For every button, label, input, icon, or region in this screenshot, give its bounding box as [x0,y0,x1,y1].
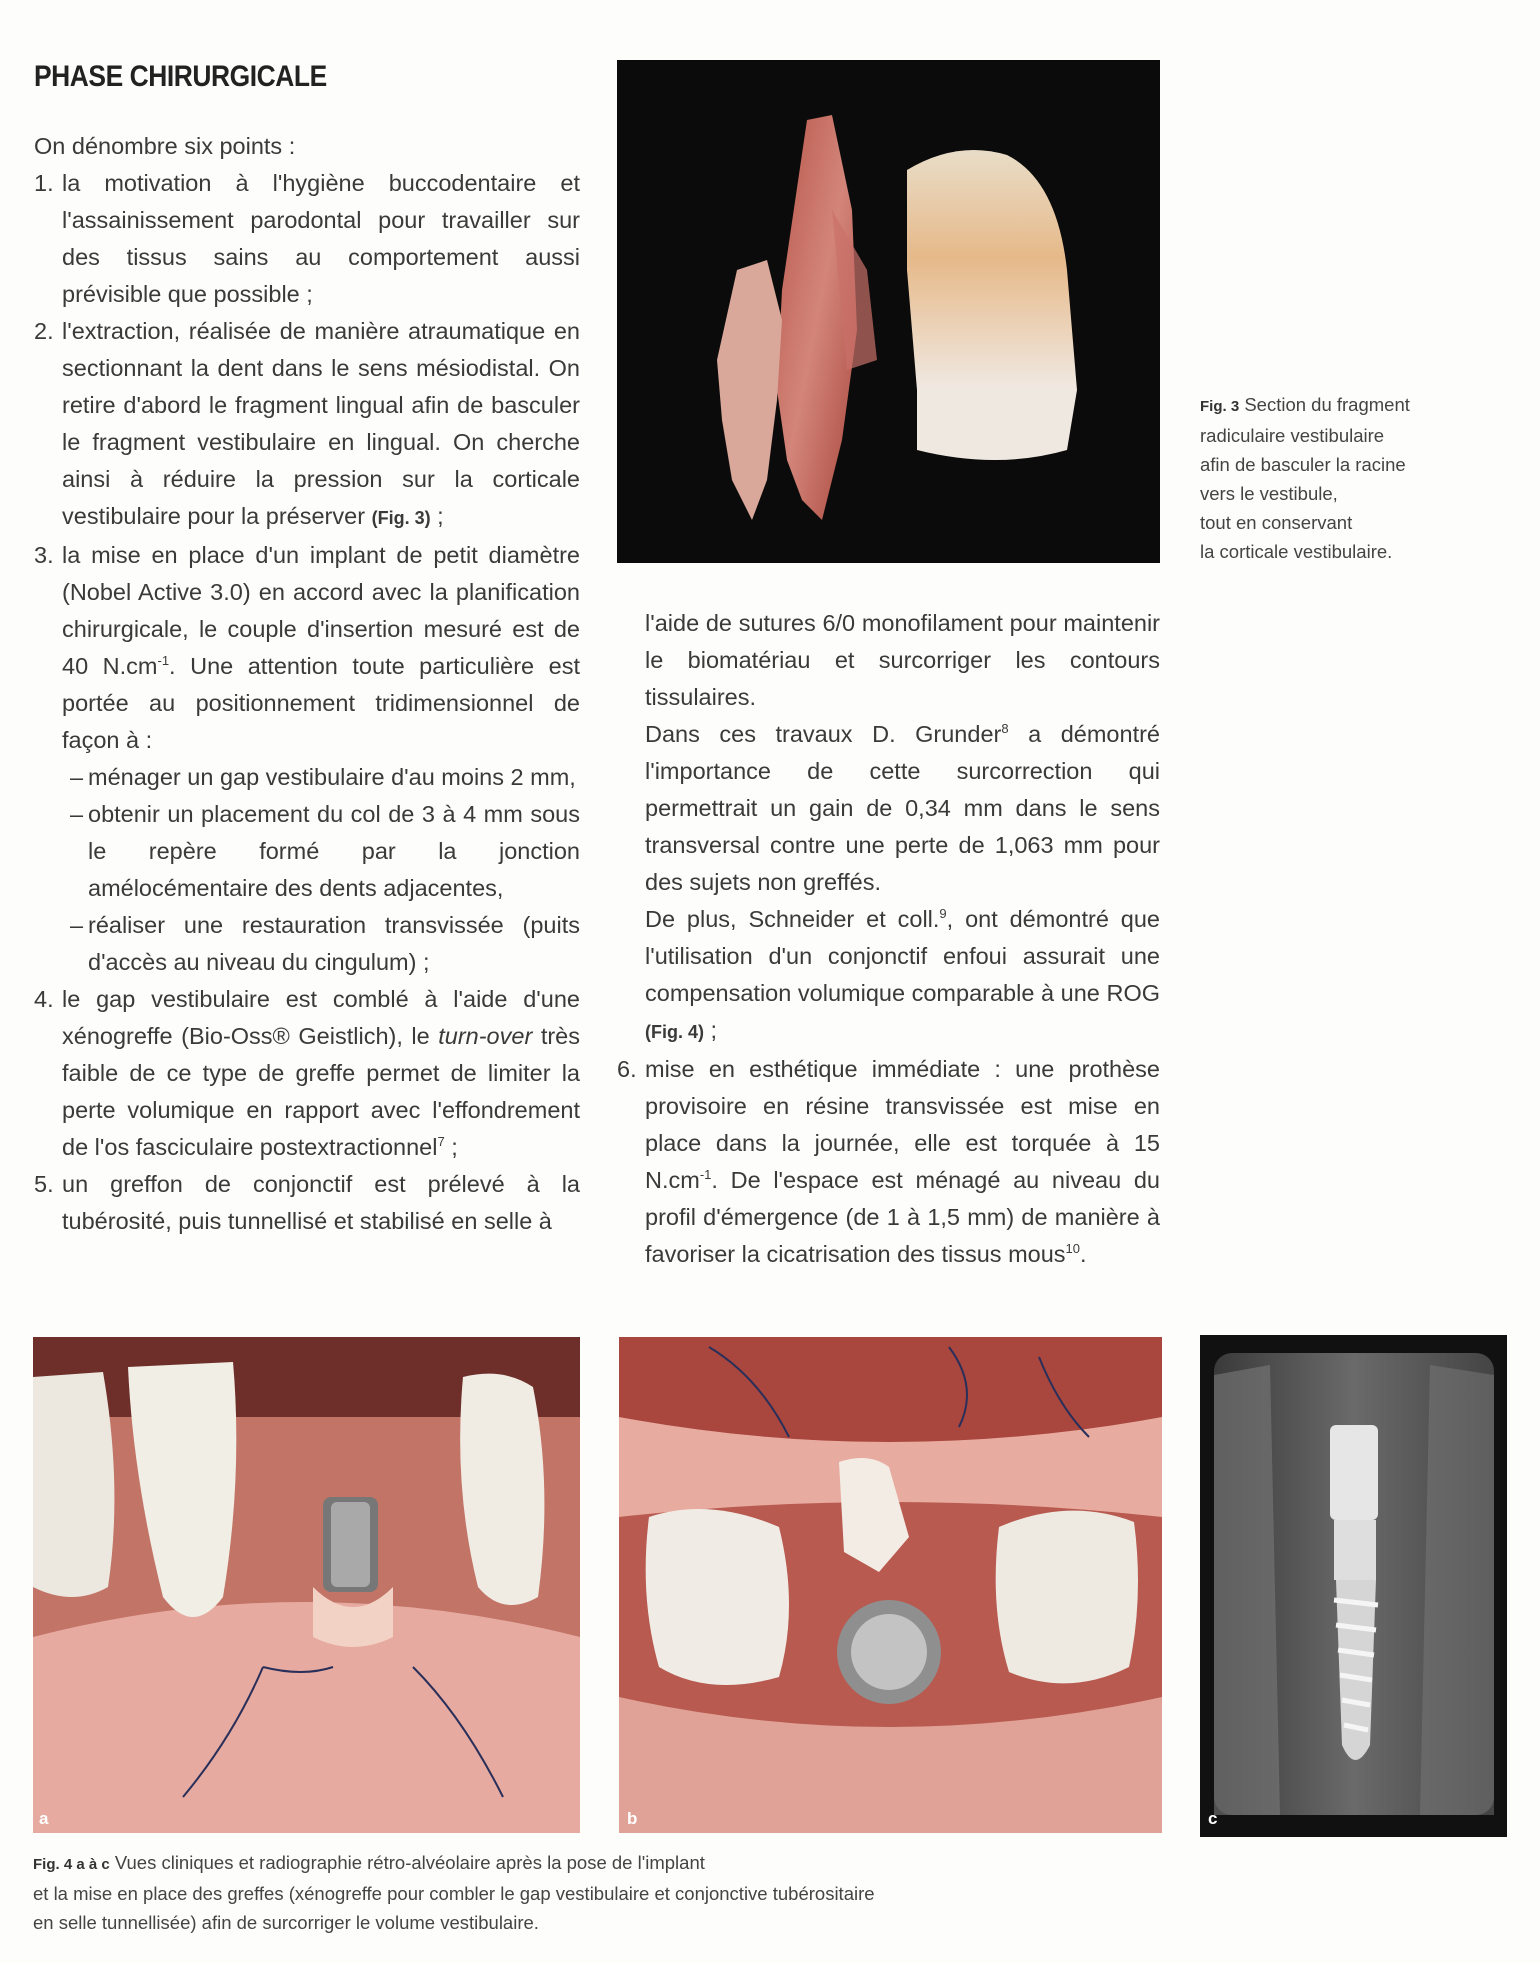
fig4a-photo [33,1337,580,1833]
clinical-implant-view-image [33,1337,580,1833]
steps-list [34,165,580,1240]
sub-item: – obtenir un placement du col de 3 à 4 mm sous le repère formé par la jonction amélocémentaire des dents adjacentes, [70,801,580,901]
sub-list [62,759,580,981]
caption-line: Fig. 4 a à c Vues cliniques et radiographie rétro-alvéolaire après la pose de l'implant [33,1852,705,1873]
steps-list-continued [617,1051,1160,1273]
caption-line: tout en conservant [1200,512,1353,533]
sub-item: – ménager un gap vestibulaire d'au moins 2 mm, [70,764,576,790]
superscript: -1 [157,653,170,669]
step-text: un greffon de conjonctif est prélevé à la tubérosité, puis tunnellisé et stabilisé en selle à [62,1171,580,1234]
fig4b-photo [619,1337,1162,1833]
step-item [34,1166,580,1240]
caption-line: Fig. 3 Section du fragment [1200,394,1410,415]
figure-reference: (Fig. 3) [371,508,431,528]
step-text: l'extraction, réalisée de manière atraumatique en sectionnant la dent dans le sens mésiodistal. On retire d'abord le fragment lingual afin de basculer le fragment vestibulaire en lingual. On cherche ainsi à réduire la pression sur la corticale vestibulaire pour la préserver [62,318,580,529]
superscript: 7 [437,1134,445,1150]
step-text: le gap vestibulaire est comblé à l'aide d'une xénogreffe (Bio-Oss® Geistlich), le [62,986,580,1049]
continued-text: l'aide de sutures 6/0 monofilament pour maintenir le biomatériau et surcorriger les contours tissulaires. [645,610,1160,710]
fig4-caption [33,1848,1133,1937]
sub-item: – réaliser une restauration transvissée (puits d'accès au niveau du cingulum) ; [70,912,580,975]
caption-line: en selle tunnellisée) afin de surcorriger le volume vestibulaire. [33,1912,539,1933]
step-number: 2. [34,318,54,344]
occlusal-graft-view-image [619,1337,1162,1833]
panel-letter: b [627,1809,638,1828]
section-heading: PHASE CHIRURGICALE [34,60,327,93]
fig3-caption [1200,390,1500,566]
step-tail: . Une attention toute particulière est portée au positionnement tridimensionnel de façon à : [62,653,580,753]
step-item [34,981,580,1166]
sub-item-text: obtenir un placement du col de 3 à 4 mm sous le repère formé par la jonction amélocémentaire des dents adjacentes, [88,801,580,901]
step-text: la mise en place d'un implant de petit diamètre (Nobel Active 3.0) en accord avec la planification chirurgicale, le couple d'insertion mesuré est de 40 N.cm [62,542,580,679]
step-number: 3. [34,542,54,568]
step-number: 1. [34,170,54,196]
extracted-tooth-fragments-image [617,60,1160,563]
fig4c-xray [1200,1335,1507,1837]
step-item: 6. mise en esthétique immédiate : une prothèse provisoire en résine transvissée est mise en place dans la journée, elle est torquée à 15 $N.cm^{-1}$. De l'espace est ménagé au niveau du profil d'émergence (de 1 à 1,5 mm) de manière à favoriser la cicatrisation des tissus mous$^{10}$. [617,1051,1160,1273]
italic-term: turn-over [438,1023,533,1049]
caption-line: et la mise en place des greffes (xénogreffe pour combler le gap vestibulaire et conjonctive tubérositaire [33,1883,875,1904]
step-number: 6. [617,1056,637,1082]
caption-line: radiculaire vestibulaire [1200,425,1385,446]
text-column-right [617,605,1160,1273]
intro-text: On dénombre six points : [34,133,296,159]
superscript: 10 [1065,1241,1081,1257]
fig3-photo [617,60,1160,563]
superscript: -1 [699,1167,712,1183]
superscript: 9 [939,906,947,922]
paragraph: Dans ces travaux D. Grunder$^8$ a démontré l'importance de cette surcorrection qui permettrait un gain de 0,34 mm dans le sens transversal contre une perte de 1,063 mm pour des sujets non greffés. [645,721,1160,895]
step-number: 5. [34,1171,54,1197]
step-number: 4. [34,986,54,1012]
step-text: la motivation à l'hygiène buccodentaire et l'assainissement parodontal pour travailler sur des tissus sains au comportement aussi prévisible que possible ; [62,170,580,307]
superscript: 8 [1001,721,1009,737]
step-item [34,165,580,313]
caption-line: la corticale vestibulaire. [1200,541,1393,562]
caption-line: vers le vestibule, [1200,483,1338,504]
panel-letter: c [1208,1809,1218,1828]
figure-label: Fig. 4 a à c [33,1856,110,1873]
text-column-left [34,128,580,1240]
step-tail: ; [444,1134,458,1160]
step-item [34,313,580,537]
step-tail: ; [430,503,444,529]
sub-item-text: ménager un gap vestibulaire d'au moins 2 mm, [88,764,576,790]
sub-item-text: réaliser une restauration transvissée (puits d'accès au niveau du cingulum) ; [88,912,580,975]
periapical-radiograph-image [1200,1335,1507,1837]
caption-line: afin de basculer la racine [1200,454,1406,475]
step-text: très faible de ce type de greffe permet de limiter la perte volumique en rapport avec l'effondrement de l'os fasciculaire postextractionnel [62,1023,580,1160]
step-item [34,537,580,981]
panel-letter: a [39,1809,49,1828]
figure-reference: (Fig. 4) [645,1022,704,1042]
figure-label: Fig. 3 [1200,398,1240,415]
paragraph: De plus, Schneider et coll.$^9$, ont démontré que l'utilisation d'un conjonctif enfoui assurait une compensation volumique comparable à une ROG (Fig. 4) ; [645,906,1160,1043]
